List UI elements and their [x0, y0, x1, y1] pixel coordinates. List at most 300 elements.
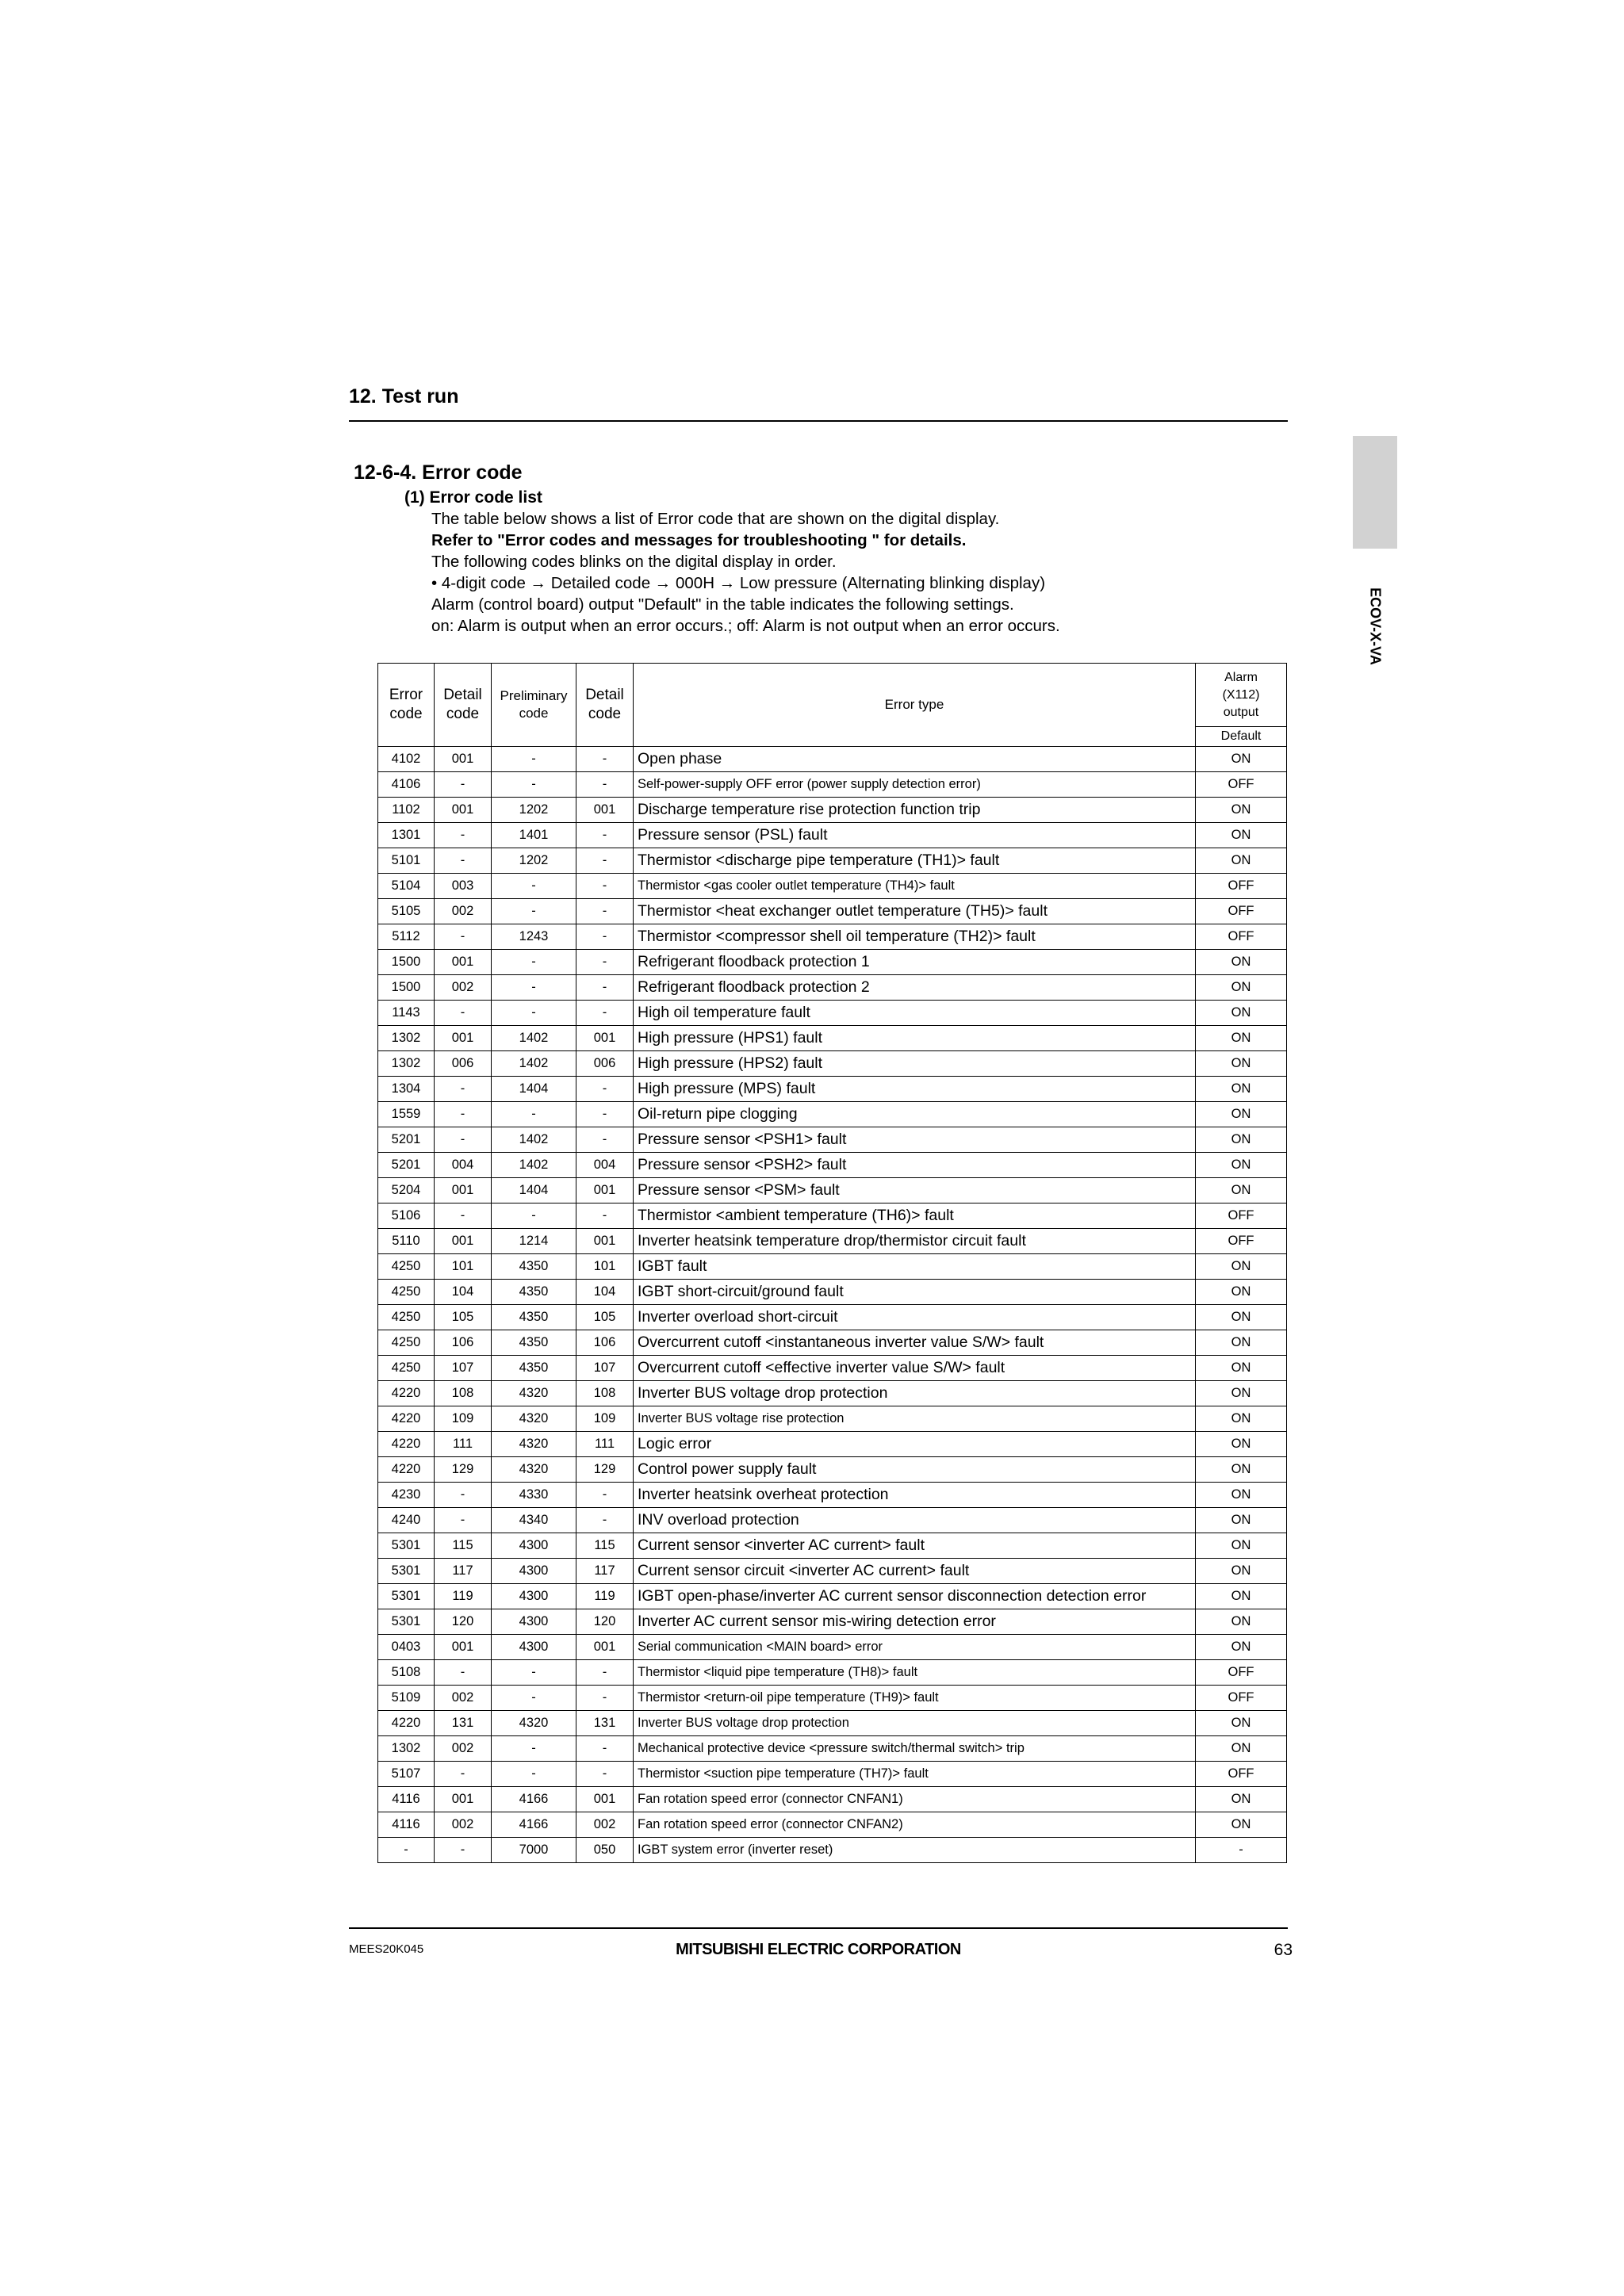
preliminary-code-cell: - [492, 1660, 576, 1686]
error-code-cell: 5104 [378, 874, 435, 899]
error-type-cell: Logic error [634, 1432, 1196, 1457]
intro-text [404, 508, 1316, 637]
detail-code-cell: 109 [435, 1406, 492, 1432]
detail-code-2-cell: 115 [576, 1533, 634, 1559]
error-code-cell: 4220 [378, 1432, 435, 1457]
detail-code-2-cell: 108 [576, 1381, 634, 1406]
preliminary-code-cell: - [492, 1762, 576, 1787]
detail-code-cell: 101 [435, 1254, 492, 1280]
intro-line: The table below shows a list of Error code that are shown on the digital display. [431, 510, 1000, 528]
error-type-cell: Current sensor circuit <inverter AC current> fault [634, 1559, 1196, 1584]
table-row [378, 1305, 1287, 1330]
alarm-output-cell: ON [1196, 1127, 1287, 1153]
error-type-cell: Thermistor <discharge pipe temperature (TH1)> fault [634, 848, 1196, 874]
preliminary-code-cell: - [492, 1686, 576, 1711]
table-row [378, 1254, 1287, 1280]
alarm-output-cell: ON [1196, 1711, 1287, 1736]
preliminary-code-cell: - [492, 1203, 576, 1229]
error-code-cell: 5204 [378, 1178, 435, 1203]
detail-code-cell: - [435, 1660, 492, 1686]
detail-code-cell: 001 [435, 950, 492, 975]
detail-code-cell: 001 [435, 798, 492, 823]
alarm-output-cell: OFF [1196, 899, 1287, 924]
detail-code-2-cell: 001 [576, 1229, 634, 1254]
table-row [378, 1660, 1287, 1686]
error-code-cell: 4230 [378, 1483, 435, 1508]
header-error-code: Error code [378, 664, 435, 747]
alarm-output-cell: ON [1196, 1001, 1287, 1026]
alarm-output-cell: ON [1196, 798, 1287, 823]
error-type-cell: High pressure (HPS1) fault [634, 1026, 1196, 1051]
table-row [378, 1508, 1287, 1533]
preliminary-code-cell: - [492, 747, 576, 772]
detail-code-cell: - [435, 1127, 492, 1153]
detail-code-cell: 002 [435, 1686, 492, 1711]
error-type-cell: Inverter AC current sensor mis-wiring detection error [634, 1609, 1196, 1635]
preliminary-code-cell: 4300 [492, 1609, 576, 1635]
error-code-cell: 1304 [378, 1077, 435, 1102]
detail-code-cell: - [435, 1001, 492, 1026]
error-type-cell: Thermistor <ambient temperature (TH6)> fault [634, 1203, 1196, 1229]
detail-code-cell: - [435, 1838, 492, 1863]
alarm-output-cell: ON [1196, 1736, 1287, 1762]
detail-code-cell: - [435, 1102, 492, 1127]
alarm-output-cell: OFF [1196, 874, 1287, 899]
alarm-output-cell: OFF [1196, 1229, 1287, 1254]
detail-code-2-cell: 106 [576, 1330, 634, 1356]
table-row [378, 924, 1287, 950]
detail-code-cell: - [435, 924, 492, 950]
alarm-output-cell: ON [1196, 1305, 1287, 1330]
alarm-output-cell: ON [1196, 1381, 1287, 1406]
error-type-cell: Pressure sensor <PSH1> fault [634, 1127, 1196, 1153]
alarm-output-cell: ON [1196, 1026, 1287, 1051]
alarm-output-cell: ON [1196, 1406, 1287, 1432]
error-type-cell: Refrigerant floodback protection 2 [634, 975, 1196, 1001]
preliminary-code-cell: 4300 [492, 1559, 576, 1584]
error-code-cell: 4250 [378, 1254, 435, 1280]
intro-line-reference: Refer to "Error codes and messages for troubleshooting " for details. [431, 531, 967, 549]
error-code-cell: 5108 [378, 1660, 435, 1686]
table-row [378, 1127, 1287, 1153]
detail-code-2-cell: - [576, 1127, 634, 1153]
detail-code-2-cell: - [576, 848, 634, 874]
footer-divider [349, 1927, 1288, 1929]
error-type-cell: IGBT system error (inverter reset) [634, 1838, 1196, 1863]
detail-code-2-cell: 101 [576, 1254, 634, 1280]
detail-code-2-cell: 001 [576, 798, 634, 823]
detail-code-2-cell: 117 [576, 1559, 634, 1584]
error-type-cell: Discharge temperature rise protection function trip [634, 798, 1196, 823]
detail-code-cell: - [435, 1077, 492, 1102]
error-code-cell: 4116 [378, 1812, 435, 1838]
error-code-cell: 5105 [378, 899, 435, 924]
error-code-cell: 4116 [378, 1787, 435, 1812]
table-row [378, 1533, 1287, 1559]
error-code-cell: 5301 [378, 1533, 435, 1559]
detail-code-2-cell: 006 [576, 1051, 634, 1077]
detail-code-cell: 111 [435, 1432, 492, 1457]
detail-code-cell: 006 [435, 1051, 492, 1077]
detail-code-cell: 002 [435, 899, 492, 924]
error-code-cell: 4250 [378, 1305, 435, 1330]
intro-line: • 4-digit code → Detailed code → 000H → Low pressure (Alternating blinking display) [431, 574, 1046, 592]
detail-code-cell: 105 [435, 1305, 492, 1330]
table-row [378, 975, 1287, 1001]
error-type-cell: Thermistor <gas cooler outlet temperature (TH4)> fault [634, 874, 1196, 899]
detail-code-cell: - [435, 823, 492, 848]
detail-code-cell: 108 [435, 1381, 492, 1406]
header-alarm-output [1196, 664, 1287, 727]
preliminary-code-cell: 4300 [492, 1533, 576, 1559]
error-type-cell: Inverter BUS voltage drop protection [634, 1381, 1196, 1406]
alarm-output-cell: OFF [1196, 1686, 1287, 1711]
table-row [378, 1686, 1287, 1711]
detail-code-cell: 106 [435, 1330, 492, 1356]
alarm-output-cell: ON [1196, 1508, 1287, 1533]
detail-code-2-cell: 004 [576, 1153, 634, 1178]
preliminary-code-cell: 1243 [492, 924, 576, 950]
table-row [378, 1711, 1287, 1736]
alarm-output-cell: ON [1196, 1812, 1287, 1838]
preliminary-code-cell: 4340 [492, 1508, 576, 1533]
header-error-type: Error type [634, 664, 1196, 747]
detail-code-cell: - [435, 1508, 492, 1533]
error-code-cell: 5107 [378, 1762, 435, 1787]
alarm-output-cell: ON [1196, 1254, 1287, 1280]
table-row [378, 1584, 1287, 1609]
detail-code-cell: 002 [435, 1736, 492, 1762]
detail-code-2-cell: 050 [576, 1838, 634, 1863]
preliminary-code-cell: 1402 [492, 1026, 576, 1051]
error-type-cell: High oil temperature fault [634, 1001, 1196, 1026]
preliminary-code-cell: 4320 [492, 1381, 576, 1406]
alarm-output-cell: ON [1196, 1635, 1287, 1660]
error-code-cell: 1302 [378, 1026, 435, 1051]
preliminary-code-cell: 1202 [492, 848, 576, 874]
detail-code-2-cell: - [576, 1686, 634, 1711]
preliminary-code-cell: 1402 [492, 1153, 576, 1178]
alarm-output-cell: OFF [1196, 772, 1287, 798]
table-row [378, 1330, 1287, 1356]
table-row [378, 1635, 1287, 1660]
table-row [378, 1001, 1287, 1026]
detail-code-2-cell: - [576, 823, 634, 848]
table-row [378, 848, 1287, 874]
table-row [378, 1559, 1287, 1584]
preliminary-code-cell: 4320 [492, 1406, 576, 1432]
preliminary-code-cell: 4320 [492, 1432, 576, 1457]
table-row [378, 1838, 1287, 1863]
subsection-title: 12-6-4. Error code [354, 461, 523, 484]
table-row [378, 1457, 1287, 1483]
detail-code-2-cell: - [576, 924, 634, 950]
error-type-cell: INV overload protection [634, 1508, 1196, 1533]
error-type-cell: Current sensor <inverter AC current> fault [634, 1533, 1196, 1559]
error-type-cell: Inverter BUS voltage drop protection [634, 1711, 1196, 1736]
alarm-output-cell: ON [1196, 1102, 1287, 1127]
error-code-cell: 1302 [378, 1051, 435, 1077]
detail-code-2-cell: 002 [576, 1812, 634, 1838]
alarm-output-cell: ON [1196, 1077, 1287, 1102]
preliminary-code-cell: - [492, 1736, 576, 1762]
error-code-cell: 1143 [378, 1001, 435, 1026]
detail-code-2-cell: 001 [576, 1787, 634, 1812]
table-row [378, 1153, 1287, 1178]
error-code-cell: - [378, 1838, 435, 1863]
error-code-cell: 1302 [378, 1736, 435, 1762]
error-type-cell: Inverter heatsink temperature drop/thermistor circuit fault [634, 1229, 1196, 1254]
detail-code-2-cell: 001 [576, 1178, 634, 1203]
detail-code-cell: 104 [435, 1280, 492, 1305]
preliminary-code-cell: 4350 [492, 1356, 576, 1381]
header-detail-code-2: Detail code [576, 664, 634, 747]
alarm-output-cell: ON [1196, 975, 1287, 1001]
error-code-cell: 4102 [378, 747, 435, 772]
alarm-output-cell: ON [1196, 1356, 1287, 1381]
side-tab-marker [1353, 436, 1397, 549]
header-alarm-line: output [1223, 705, 1259, 719]
company-name: MITSUBISHI ELECTRIC CORPORATION [676, 1941, 961, 1958]
detail-code-cell: 003 [435, 874, 492, 899]
detail-code-2-cell: - [576, 899, 634, 924]
table-row [378, 1203, 1287, 1229]
detail-code-2-cell: - [576, 1077, 634, 1102]
error-code-cell: 4220 [378, 1457, 435, 1483]
preliminary-code-cell: 4350 [492, 1305, 576, 1330]
detail-code-2-cell: 119 [576, 1584, 634, 1609]
table-row [378, 1077, 1287, 1102]
error-type-cell: Thermistor <return-oil pipe temperature (TH9)> fault [634, 1686, 1196, 1711]
detail-code-cell: 002 [435, 975, 492, 1001]
alarm-output-cell: ON [1196, 848, 1287, 874]
error-type-cell: Inverter BUS voltage rise protection [634, 1406, 1196, 1432]
error-type-cell: Overcurrent cutoff <instantaneous inverter value S/W> fault [634, 1330, 1196, 1356]
alarm-output-cell: ON [1196, 1432, 1287, 1457]
error-code-cell: 0403 [378, 1635, 435, 1660]
alarm-output-cell: ON [1196, 950, 1287, 975]
preliminary-code-cell: 4330 [492, 1483, 576, 1508]
table-row [378, 899, 1287, 924]
detail-code-cell: - [435, 1483, 492, 1508]
preliminary-code-cell: 4300 [492, 1584, 576, 1609]
table-row [378, 1432, 1287, 1457]
table-row [378, 772, 1287, 798]
detail-code-2-cell: 131 [576, 1711, 634, 1736]
error-code-cell: 5109 [378, 1686, 435, 1711]
header-preliminary-code: Preliminary code [492, 664, 576, 747]
detail-code-2-cell: - [576, 747, 634, 772]
error-code-cell: 5301 [378, 1584, 435, 1609]
alarm-output-cell: OFF [1196, 1762, 1287, 1787]
error-code-cell: 4220 [378, 1406, 435, 1432]
detail-code-cell: 001 [435, 1787, 492, 1812]
preliminary-code-cell: - [492, 975, 576, 1001]
preliminary-code-cell: - [492, 1001, 576, 1026]
table-row [378, 1762, 1287, 1787]
error-code-cell: 4220 [378, 1381, 435, 1406]
error-code-cell: 4250 [378, 1356, 435, 1381]
detail-code-2-cell: - [576, 1203, 634, 1229]
header-default: Default [1196, 727, 1287, 747]
error-code-cell: 5101 [378, 848, 435, 874]
header-alarm-line: Alarm [1224, 670, 1258, 684]
table-row [378, 1787, 1287, 1812]
error-code-cell: 1500 [378, 950, 435, 975]
detail-code-cell: - [435, 848, 492, 874]
detail-code-2-cell: - [576, 772, 634, 798]
alarm-output-cell: ON [1196, 1609, 1287, 1635]
error-code-cell: 4250 [378, 1280, 435, 1305]
detail-code-2-cell: - [576, 1102, 634, 1127]
detail-code-2-cell: 104 [576, 1280, 634, 1305]
alarm-output-cell: OFF [1196, 924, 1287, 950]
detail-code-2-cell: - [576, 1508, 634, 1533]
detail-code-cell: 117 [435, 1559, 492, 1584]
table-row [378, 1102, 1287, 1127]
error-type-cell: Self-power-supply OFF error (power supply detection error) [634, 772, 1196, 798]
preliminary-code-cell: 4350 [492, 1254, 576, 1280]
preliminary-code-cell: 1401 [492, 823, 576, 848]
table-row [378, 950, 1287, 975]
alarm-output-cell: ON [1196, 747, 1287, 772]
detail-code-2-cell: 111 [576, 1432, 634, 1457]
error-code-cell: 5301 [378, 1609, 435, 1635]
intro-line: Alarm (control board) output "Default" in the table indicates the following settings. [431, 595, 1014, 614]
preliminary-code-cell: 1214 [492, 1229, 576, 1254]
error-type-cell: Thermistor <liquid pipe temperature (TH8)> fault [634, 1660, 1196, 1686]
error-code-cell: 5112 [378, 924, 435, 950]
detail-code-cell: 001 [435, 1026, 492, 1051]
error-type-cell: Mechanical protective device <pressure switch/thermal switch> trip [634, 1736, 1196, 1762]
detail-code-cell: - [435, 772, 492, 798]
detail-code-cell: 001 [435, 747, 492, 772]
alarm-output-cell: OFF [1196, 1660, 1287, 1686]
table-row [378, 1178, 1287, 1203]
preliminary-code-cell: - [492, 950, 576, 975]
table-row [378, 1609, 1287, 1635]
table-row [378, 747, 1287, 772]
preliminary-code-cell: 1402 [492, 1051, 576, 1077]
alarm-output-cell: ON [1196, 1051, 1287, 1077]
error-code-cell: 1301 [378, 823, 435, 848]
preliminary-code-cell: 4166 [492, 1812, 576, 1838]
error-type-cell: Thermistor <suction pipe temperature (TH7)> fault [634, 1762, 1196, 1787]
alarm-output-cell: ON [1196, 1330, 1287, 1356]
section-title: 12. Test run [349, 385, 459, 408]
table-row [378, 874, 1287, 899]
alarm-output-cell: ON [1196, 1457, 1287, 1483]
alarm-output-cell: - [1196, 1838, 1287, 1863]
error-type-cell: Inverter heatsink overheat protection [634, 1483, 1196, 1508]
alarm-output-cell: ON [1196, 1559, 1287, 1584]
document-code: MEES20K045 [349, 1942, 424, 1956]
detail-code-cell: 001 [435, 1229, 492, 1254]
detail-code-2-cell: 001 [576, 1635, 634, 1660]
detail-code-2-cell: - [576, 1736, 634, 1762]
detail-code-cell: 107 [435, 1356, 492, 1381]
error-type-cell: High pressure (HPS2) fault [634, 1051, 1196, 1077]
preliminary-code-cell: 1404 [492, 1077, 576, 1102]
detail-code-2-cell: 105 [576, 1305, 634, 1330]
intro-line: The following codes blinks on the digital display in order. [431, 553, 837, 571]
error-rows [378, 747, 1287, 1863]
preliminary-code-cell: - [492, 899, 576, 924]
error-type-cell: Pressure sensor <PSM> fault [634, 1178, 1196, 1203]
error-type-cell: Pressure sensor <PSH2> fault [634, 1153, 1196, 1178]
alarm-output-cell: ON [1196, 1584, 1287, 1609]
header-detail-code: Detail code [435, 664, 492, 747]
detail-code-cell: 001 [435, 1178, 492, 1203]
table-row [378, 823, 1287, 848]
list-title: (1) Error code list [404, 488, 542, 507]
table-row [378, 1280, 1287, 1305]
detail-code-2-cell: 109 [576, 1406, 634, 1432]
table-row [378, 1051, 1287, 1077]
error-type-cell: Oil-return pipe clogging [634, 1102, 1196, 1127]
detail-code-cell: - [435, 1203, 492, 1229]
error-code-cell: 4240 [378, 1508, 435, 1533]
detail-code-cell: 129 [435, 1457, 492, 1483]
preliminary-code-cell: - [492, 1102, 576, 1127]
error-code-cell: 5201 [378, 1153, 435, 1178]
preliminary-code-cell: 4350 [492, 1280, 576, 1305]
detail-code-2-cell: - [576, 1001, 634, 1026]
error-type-cell: Overcurrent cutoff <effective inverter value S/W> fault [634, 1356, 1196, 1381]
preliminary-code-cell: 4350 [492, 1330, 576, 1356]
side-model-label: ECOV-X-VA [1367, 587, 1384, 665]
detail-code-2-cell: - [576, 950, 634, 975]
intro-line: on: Alarm is output when an error occurs.; off: Alarm is not output when an error occurs. [431, 617, 1060, 635]
error-type-cell: Thermistor <heat exchanger outlet temperature (TH5)> fault [634, 899, 1196, 924]
page-number: 63 [1274, 1941, 1293, 1959]
detail-code-cell: 120 [435, 1609, 492, 1635]
preliminary-code-cell: - [492, 874, 576, 899]
table-row [378, 1356, 1287, 1381]
alarm-output-cell: ON [1196, 1178, 1287, 1203]
detail-code-cell: 131 [435, 1711, 492, 1736]
table-row [378, 1381, 1287, 1406]
detail-code-2-cell: - [576, 975, 634, 1001]
preliminary-code-cell: 1402 [492, 1127, 576, 1153]
preliminary-code-cell: 4320 [492, 1457, 576, 1483]
error-type-cell: Open phase [634, 747, 1196, 772]
detail-code-cell: 119 [435, 1584, 492, 1609]
error-code-cell: 4250 [378, 1330, 435, 1356]
error-type-cell: Thermistor <compressor shell oil temperature (TH2)> fault [634, 924, 1196, 950]
alarm-output-cell: OFF [1196, 1203, 1287, 1229]
alarm-output-cell: ON [1196, 1787, 1287, 1812]
error-type-cell: IGBT short-circuit/ground fault [634, 1280, 1196, 1305]
table-row [378, 1736, 1287, 1762]
table-row [378, 1406, 1287, 1432]
detail-code-cell: 004 [435, 1153, 492, 1178]
error-code-cell: 1559 [378, 1102, 435, 1127]
detail-code-2-cell: 129 [576, 1457, 634, 1483]
alarm-output-cell: ON [1196, 823, 1287, 848]
error-code-cell: 5201 [378, 1127, 435, 1153]
preliminary-code-cell: 1202 [492, 798, 576, 823]
error-type-cell: Refrigerant floodback protection 1 [634, 950, 1196, 975]
detail-code-cell: - [435, 1762, 492, 1787]
detail-code-2-cell: - [576, 1660, 634, 1686]
detail-code-2-cell: - [576, 874, 634, 899]
error-type-cell: Control power supply fault [634, 1457, 1196, 1483]
table-row [378, 1026, 1287, 1051]
table-row [378, 1483, 1287, 1508]
error-type-cell: High pressure (MPS) fault [634, 1077, 1196, 1102]
error-code-cell: 5110 [378, 1229, 435, 1254]
